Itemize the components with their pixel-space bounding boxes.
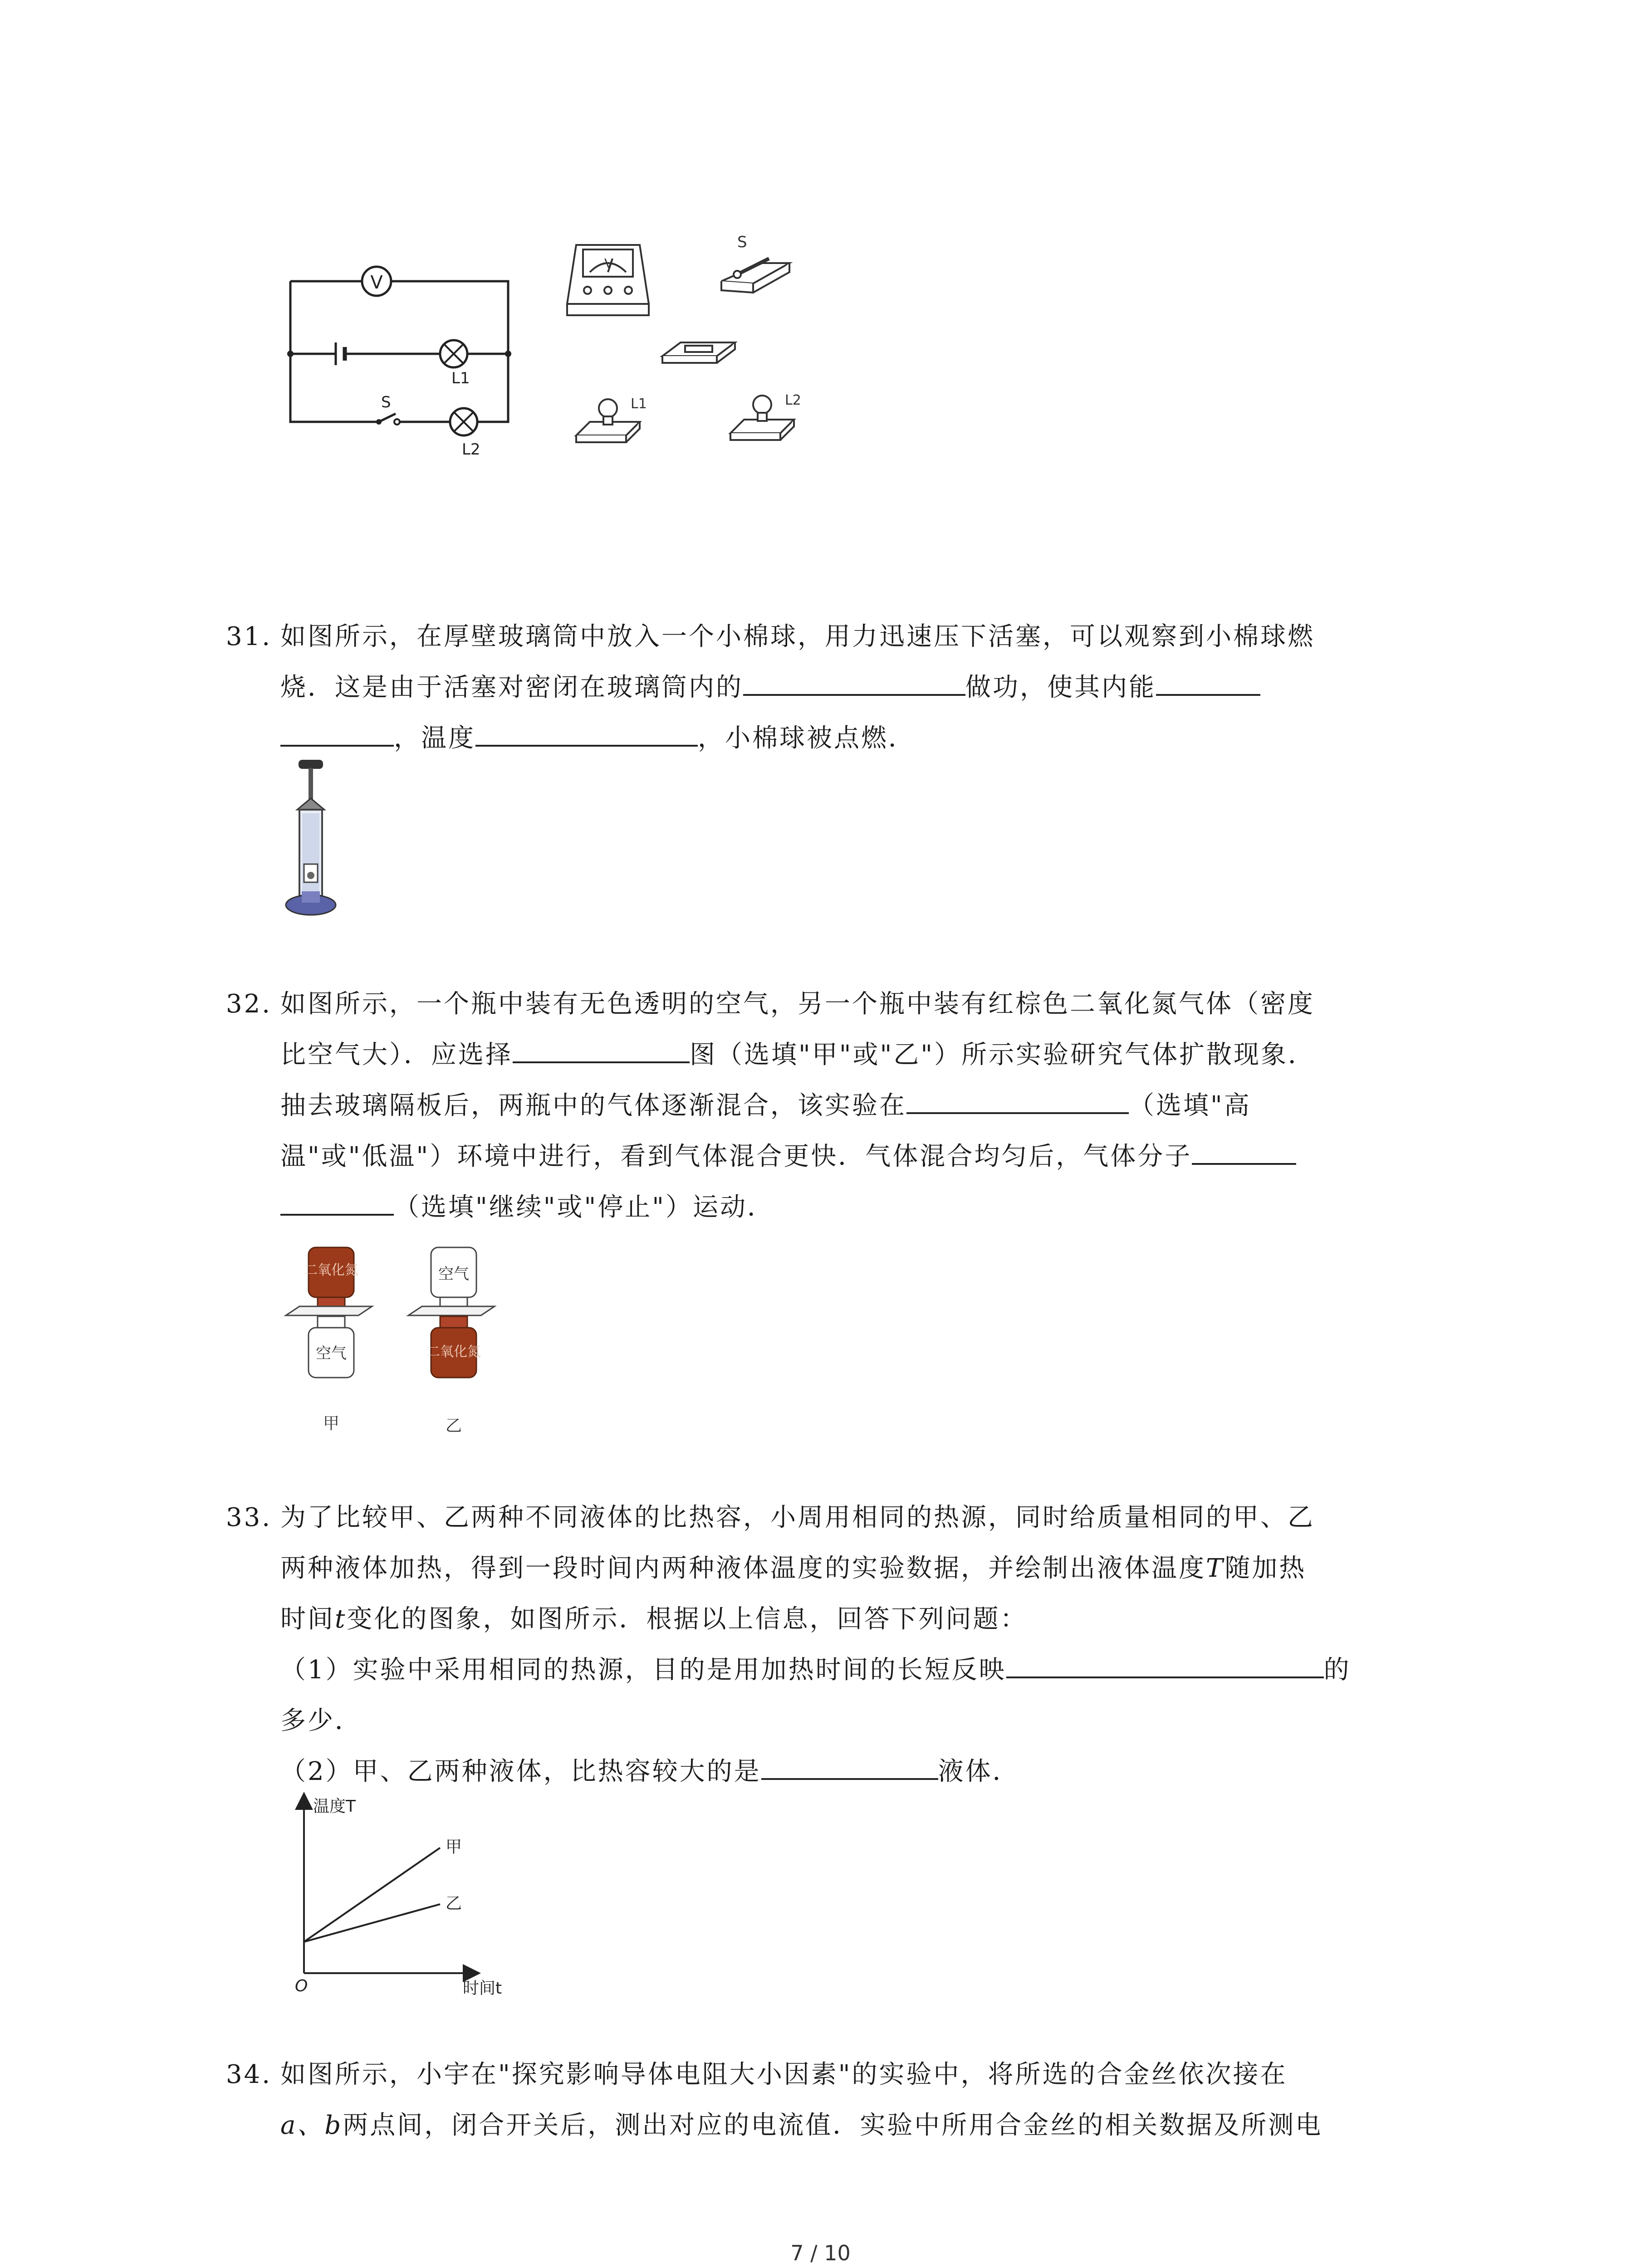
answer-blank[interactable]	[1156, 667, 1260, 696]
battery-device-icon	[662, 342, 735, 363]
q34-text-1: 如图所示，小宇在"探究影响导体电阻大小因素"的实验中，将所选的合金丝依次接在	[280, 2060, 1288, 2089]
temperature-time-chart	[281, 1792, 535, 2000]
q31-text-1: 如图所示，在厚壁玻璃筒中放入一个小棉球，用力迅速压下活塞，可以观察到小棉球燃	[280, 622, 1315, 651]
q32-text-3b: （选填"高	[1129, 1091, 1251, 1120]
q34-text-2: 两点间，闭合开关后，测出对应的电流值．实验中所用合金丝的相关数据及所测电	[343, 2111, 1323, 2140]
q32-line-4	[226, 1131, 1451, 1182]
q33-text-2b: 随加热	[1225, 1554, 1307, 1583]
lamp2-device-icon	[730, 396, 794, 440]
device-lamp2-label: L2	[785, 392, 801, 408]
q31-text-3b: ，小棉球被点燃．	[698, 723, 916, 753]
q33-line-3	[226, 1594, 1451, 1645]
q32-text-2a: 比空气大）．应选择	[280, 1040, 513, 1070]
q32-line-3	[226, 1080, 1451, 1131]
jia-bottom-label: 空气	[316, 1344, 347, 1363]
points-ab: a、b	[280, 2111, 343, 2140]
variable-T: T	[1206, 1554, 1225, 1583]
series-label-1: 甲	[446, 1838, 462, 1857]
q33-text-3b: 变化的图象，如图所示．根据以上信息，回答下列问题：	[347, 1604, 1028, 1634]
q31-text-3a: ，温度	[394, 723, 475, 753]
origin-label: O	[295, 1977, 308, 1995]
series-line-2	[304, 1904, 440, 1942]
q34-line-1	[226, 2049, 1451, 2100]
q32-text-1: 如图所示，一个瓶中装有无色透明的空气，另一个瓶中装有红棕色二氧化氮气体（密度	[280, 989, 1315, 1019]
jia-top-label: 二氧化氮	[304, 1262, 358, 1278]
q31-line-2	[226, 662, 1451, 713]
q32-text-3a: 抽去玻璃隔板后，两瓶中的气体逐渐混合，该实验在	[280, 1091, 906, 1120]
device-switch-label: S	[737, 233, 747, 251]
gas-bottles-figure	[281, 1238, 517, 1447]
answer-blank[interactable]	[743, 667, 965, 696]
q31-line-3	[226, 713, 1451, 764]
circuit-diagram	[281, 245, 526, 472]
series-label-2: 乙	[446, 1894, 462, 1913]
question-31	[226, 611, 1451, 764]
q33-part-1-cont	[226, 1696, 1451, 1746]
q32-line-2	[226, 1030, 1451, 1080]
yi-bottom-label: 二氧化氮	[426, 1344, 481, 1360]
question-32	[226, 979, 1451, 1233]
q33-part-1	[226, 1645, 1451, 1696]
q33-part2-text: （2）甲、乙两种液体，比热容较大的是	[280, 1757, 761, 1786]
q31-text-2b: 做功，使其内能	[965, 673, 1156, 702]
meter-face-label: V	[604, 256, 613, 271]
page-number: 7 / 10	[790, 2241, 851, 2265]
voltmeter-label: V	[370, 272, 383, 293]
glass-tube-figure	[277, 755, 345, 928]
question-number: 31.	[226, 622, 272, 651]
q32-text-4a: 温"或"低温"）环境中进行，看到气体混合更快．气体混合均匀后，气体分子	[280, 1142, 1192, 1171]
question-33	[226, 1492, 1451, 1797]
lamp-l2-label: L2	[462, 440, 480, 459]
question-number: 32.	[226, 989, 272, 1019]
q33-part1-cont: 多少．	[280, 1706, 362, 1735]
q33-part2-suffix: 液体．	[938, 1757, 1020, 1786]
q31-line-1	[226, 611, 1451, 662]
variable-t: t	[335, 1604, 347, 1634]
q33-part1-text: （1）实验中采用相同的热源，目的是用加热时间的长短反映	[280, 1655, 1006, 1685]
yi-label: 乙	[445, 1417, 462, 1435]
y-axis-label: 温度T	[313, 1797, 356, 1816]
q33-text-2a: 两种液体加热，得到一段时间内两种液体温度的实验数据，并绘制出液体温度	[280, 1554, 1206, 1583]
answer-blank[interactable]	[280, 1187, 394, 1216]
question-34	[226, 2049, 1451, 2151]
q33-text-3a: 时间	[280, 1604, 335, 1634]
q34-line-2	[226, 2100, 1451, 2151]
switch-device-icon	[721, 259, 789, 293]
device-lamp1-label: L1	[631, 396, 647, 412]
switch-label: S	[381, 393, 391, 411]
q31-text-2a: 烧．这是由于活塞对密闭在玻璃筒内的	[280, 673, 743, 702]
q33-text-1: 为了比较甲、乙两种不同液体的比热容，小周用相同的热源，同时给质量相同的甲、乙	[280, 1503, 1315, 1532]
voltmeter-symbol	[362, 267, 391, 296]
lamp-l1-symbol	[440, 340, 467, 367]
q32-line-1	[226, 979, 1451, 1030]
q32-text-2b: 图（选填"甲"或"乙"）所示实验研究气体扩散现象．	[690, 1040, 1316, 1070]
q33-line-1	[226, 1492, 1451, 1543]
q32-text-5: （选填"继续"或"停止"）运动．	[394, 1193, 775, 1222]
answer-blank[interactable]	[761, 1751, 938, 1780]
yi-top-label: 空气	[438, 1265, 469, 1283]
lamp1-device-icon	[576, 399, 640, 442]
jia-label: 甲	[323, 1414, 340, 1433]
q33-line-2	[226, 1543, 1451, 1594]
answer-blank[interactable]	[906, 1085, 1129, 1114]
lamp-l2-symbol	[450, 408, 477, 435]
q32-line-5	[226, 1182, 1451, 1233]
answer-blank[interactable]	[475, 718, 698, 747]
answer-blank[interactable]	[280, 718, 394, 747]
answer-blank[interactable]	[1006, 1649, 1324, 1678]
series-line-1	[304, 1848, 440, 1942]
answer-blank[interactable]	[1192, 1136, 1296, 1165]
lamp-l1-label: L1	[451, 369, 470, 387]
q33-part1-suffix: 的	[1323, 1655, 1351, 1685]
q33-part-2	[226, 1746, 1451, 1797]
answer-blank[interactable]	[513, 1034, 690, 1063]
question-number: 33.	[226, 1503, 272, 1532]
x-axis-label: 时间t	[463, 1979, 502, 1998]
apparatus-figure	[563, 227, 817, 454]
question-number: 34.	[226, 2060, 272, 2089]
